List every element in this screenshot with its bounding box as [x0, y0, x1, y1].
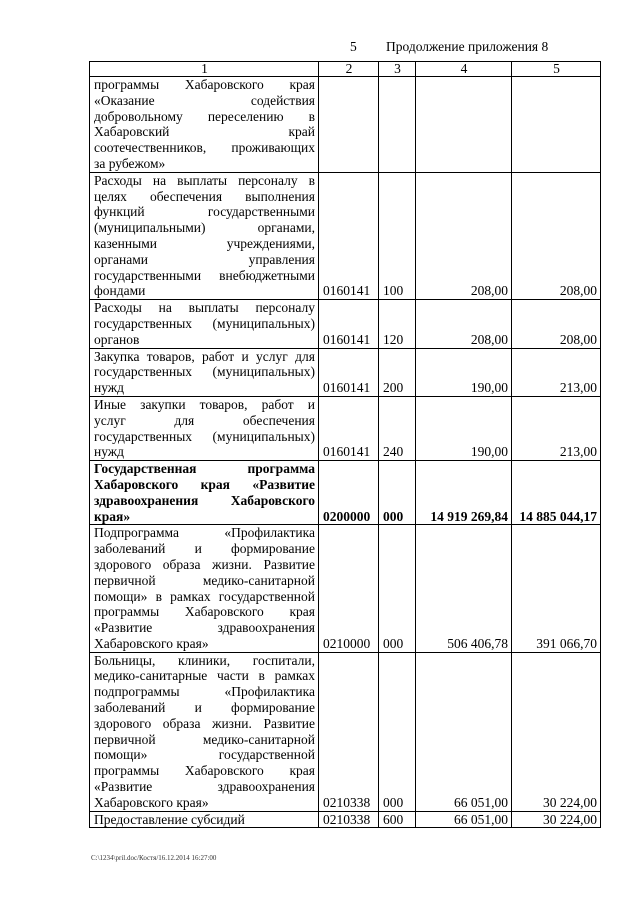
row-code: 0210338 — [319, 652, 379, 811]
description-line: Иные закупки товаров, работ и — [94, 396, 315, 412]
table-row — [90, 461, 601, 525]
row-value-2015 — [416, 77, 512, 173]
description-line: «Развитие здравоохранения — [94, 620, 315, 636]
row-code: 0210338 — [319, 811, 379, 828]
row-code: 0160141 — [319, 396, 379, 460]
page-number: 5 — [350, 39, 357, 54]
description-line: «Оказание содействия — [94, 92, 315, 108]
description-line: здорового образа жизни. Развитие — [94, 556, 315, 572]
description-line: Больницы, клиники, госпитали, — [94, 652, 315, 668]
description-line: подпрограммы «Профилактика — [94, 684, 315, 700]
row-value-2016: 213,00 — [512, 348, 601, 396]
row-code — [319, 77, 379, 173]
row-code: 0160141 — [319, 172, 379, 299]
description-line: государственных (муниципальных) — [94, 315, 315, 331]
row-code: 0210000 — [319, 525, 379, 652]
row-code: 0160141 — [319, 348, 379, 396]
description-line: Хабаровского края» — [94, 635, 209, 651]
row-type: 000 — [379, 461, 416, 525]
row-description — [90, 172, 319, 299]
row-description — [90, 396, 319, 460]
description-line: здорового образа жизни. Развитие — [94, 715, 315, 731]
table-row — [90, 396, 601, 460]
row-value-2016: 391 066,70 — [512, 525, 601, 652]
table-row — [90, 811, 601, 828]
description-line: первичной медико-санитарной — [94, 572, 315, 588]
description-line: помощи» в рамках государственной — [94, 588, 315, 604]
description-line: программы Хабаровского края — [94, 77, 315, 92]
row-value-2016: 213,00 — [512, 396, 601, 460]
description-line: края» — [94, 508, 131, 524]
row-description — [90, 525, 319, 652]
description-line: программы Хабаровского края — [94, 763, 315, 779]
row-type: 600 — [379, 811, 416, 828]
description-line: первичной медико-санитарной — [94, 731, 315, 747]
description-line: органов — [94, 331, 140, 347]
row-type — [379, 77, 416, 173]
description-line: нужд — [94, 380, 124, 396]
table-row — [90, 172, 601, 299]
row-value-2015: 66 051,00 — [416, 811, 512, 828]
row-value-2015: 506 406,78 — [416, 525, 512, 652]
row-value-2015: 208,00 — [416, 300, 512, 348]
description-line: «Развитие здравоохранения — [94, 779, 315, 795]
row-type: 200 — [379, 348, 416, 396]
description-line: целях обеспечения выполнения — [94, 188, 315, 204]
row-type: 100 — [379, 172, 416, 299]
description-line: Хабаровского края» — [94, 794, 209, 810]
description-line: Расходы на выплаты персоналу в — [94, 172, 315, 188]
description-line: Закупка товаров, работ и услуг для — [94, 348, 315, 364]
table-row — [90, 652, 601, 811]
column-header: 2 — [319, 62, 379, 77]
table-row — [90, 77, 601, 173]
row-value-2016: 30 224,00 — [512, 652, 601, 811]
description-line: фондами — [94, 283, 146, 299]
row-type: 240 — [379, 396, 416, 460]
description-line: Государственная программа — [94, 461, 315, 477]
row-value-2015: 208,00 — [416, 172, 512, 299]
description-line: заболеваний и формирование — [94, 541, 315, 557]
description-line: государственными внебюджетными — [94, 267, 315, 283]
description-line: Расходы на выплаты персоналу — [94, 300, 315, 316]
file-path-footer: C:\1234\pril.doc/Костя/16.12.2014 16:27:00 — [91, 854, 217, 862]
table-header-row — [90, 62, 601, 77]
row-value-2015: 190,00 — [416, 396, 512, 460]
row-type: 000 — [379, 652, 416, 811]
column-header: 1 — [90, 62, 319, 77]
row-description — [90, 300, 319, 348]
description-line: Предоставление субсидий — [94, 811, 245, 827]
description-line: казенными учреждениями, — [94, 235, 315, 251]
row-code: 0160141 — [319, 300, 379, 348]
row-value-2016: 208,00 — [512, 300, 601, 348]
description-line: Хабаровского края «Развитие — [94, 476, 315, 492]
row-description — [90, 811, 319, 828]
description-line: Хабаровский край — [94, 124, 315, 140]
description-line: услуг для обеспечения — [94, 412, 315, 428]
row-description — [90, 77, 319, 173]
table-row — [90, 525, 601, 652]
description-line: (муниципальными) органами, — [94, 220, 315, 236]
budget-table — [89, 61, 601, 828]
row-value-2016: 30 224,00 — [512, 811, 601, 828]
continuation-title: Продолжение приложения 8 — [386, 39, 549, 54]
table-row — [90, 300, 601, 348]
row-value-2015: 190,00 — [416, 348, 512, 396]
column-header: 5 — [512, 62, 601, 77]
row-value-2015: 66 051,00 — [416, 652, 512, 811]
row-value-2016 — [512, 77, 601, 173]
description-line: соотечественников, проживающих — [94, 140, 315, 156]
row-description — [90, 348, 319, 396]
description-line: Подпрограмма «Профилактика — [94, 525, 315, 541]
description-line: государственных (муниципальных) — [94, 428, 315, 444]
column-header: 4 — [416, 62, 512, 77]
description-line: государственных (муниципальных) — [94, 364, 315, 380]
row-value-2015: 14 919 269,84 — [416, 461, 512, 525]
description-line: добровольному переселению в — [94, 108, 315, 124]
row-type: 120 — [379, 300, 416, 348]
description-line: за рубежом» — [94, 155, 166, 171]
description-line: заболеваний и формирование — [94, 700, 315, 716]
row-value-2016: 14 885 044,17 — [512, 461, 601, 525]
page-header — [0, 39, 640, 57]
row-description — [90, 652, 319, 811]
row-value-2016: 208,00 — [512, 172, 601, 299]
description-line: нужд — [94, 444, 124, 460]
description-line: функций государственными — [94, 204, 315, 220]
description-line: медико-санитарные части в рамках — [94, 668, 315, 684]
description-line: программы Хабаровского края — [94, 604, 315, 620]
column-header: 3 — [379, 62, 416, 77]
description-line: здравоохранения Хабаровского — [94, 492, 315, 508]
row-code: 0200000 — [319, 461, 379, 525]
row-description — [90, 461, 319, 525]
row-type: 000 — [379, 525, 416, 652]
table-row — [90, 348, 601, 396]
description-line: органами управления — [94, 251, 315, 267]
description-line: помощи» государственной — [94, 747, 315, 763]
